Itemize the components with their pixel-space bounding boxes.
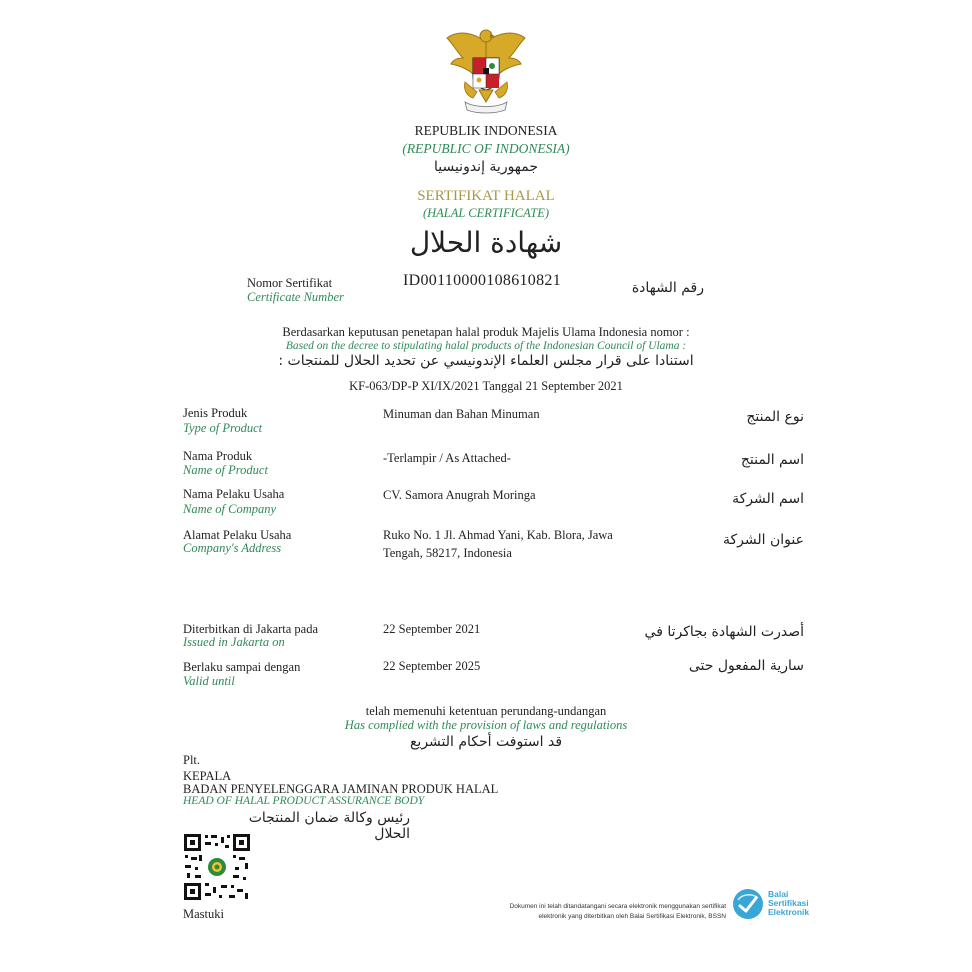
certificate-title-en: (HALAL CERTIFICATE) <box>422 206 550 220</box>
field-label-id: Alamat Pelaku Usaha <box>183 528 292 542</box>
issued-label-ar: أصدرت الشهادة بجاكرتا في <box>644 624 804 640</box>
e-signature-note-line-2: elektronik yang diterbitkan oleh Balai Sertifikasi Elektronik, BSSN <box>538 913 726 920</box>
issued-label-en: Issued in Jakarta on <box>183 635 285 649</box>
country-name-ar: جمهورية إندونيسيا <box>433 159 539 175</box>
signatory-title-1: KEPALA <box>183 769 232 783</box>
signatory-title-en: HEAD OF HALAL PRODUCT ASSURANCE BODY <box>183 795 425 807</box>
cert-number-label-en: Certificate Number <box>247 290 344 304</box>
compliance-line-id: telah memenuhi ketentuan perundang-undangan <box>365 704 607 718</box>
field-label-ar: عنوان الشركة <box>723 532 804 548</box>
decree-number: KF-063/DP-P XI/IX/2021 Tanggal 21 September 2021 <box>349 379 623 393</box>
field-label-en: Name of Company <box>183 502 277 516</box>
field-value: -Terlampir / As Attached- <box>383 451 511 465</box>
field-label-id: Nama Produk <box>183 449 253 463</box>
compliance-line-en: Has complied with the provision of laws and regulations <box>344 718 628 732</box>
e-signature-note <box>450 902 726 922</box>
country-name-en: (REPUBLIC OF INDONESIA) <box>402 141 570 156</box>
garuda-emblem-icon <box>443 22 529 114</box>
valid-label-en: Valid until <box>183 674 235 688</box>
field-value: Ruko No. 1 Jl. Ahmad Yani, Kab. Blora, Jawa Tengah, 58217, Indonesia <box>383 528 613 560</box>
field-label-ar: نوع المنتج <box>746 409 804 425</box>
bsre-logo-icon <box>732 888 764 920</box>
decree-line-ar: استنادا على قرار مجلس العلماء الإندونيسي عن تحديد الحلال للمنتجات : <box>278 353 694 369</box>
signatory-title-2: BADAN PENYELENGGARA JAMINAN PRODUK HALAL <box>183 782 499 796</box>
field-value: Minuman dan Bahan Minuman <box>383 407 540 421</box>
field-label-id: Jenis Produk <box>183 406 248 420</box>
valid-label-ar: سارية المفعول حتى <box>688 658 804 674</box>
field-label-en: Name of Product <box>183 463 268 477</box>
field-label-ar: اسم الشركة <box>732 491 804 507</box>
field-label-en: Company's Address <box>183 541 282 555</box>
compliance-line-ar: قد استوفت أحكام التشريع <box>409 734 563 750</box>
field-label-ar: اسم المنتج <box>740 452 804 468</box>
cert-number-label-id: Nomor Sertifikat <box>247 276 333 290</box>
signatory-name: Mastuki <box>183 907 224 921</box>
country-name-id: REPUBLIK INDONESIA <box>414 123 558 138</box>
bsre-line-3: Elektronik <box>768 907 810 917</box>
field-value: CV. Samora Anugrah Moringa <box>383 488 536 502</box>
certificate-title-id: SERTIFIKAT HALAL <box>417 188 555 204</box>
bsre-line-1: Balai <box>768 889 789 899</box>
certificate-title-ar: شهادة الحلال <box>409 226 563 259</box>
field-label-en: Type of Product <box>183 421 263 435</box>
decree-line-en: Based on the decree to stipulating halal products of the Indonesian Council of Ulama : <box>285 340 687 352</box>
qr-code-icon <box>183 833 251 901</box>
issued-label-id: Diterbitkan di Jakarta pada <box>183 622 319 636</box>
decree-line-id: Berdasarkan keputusan penetapan halal produk Majelis Ulama Indonesia nomor : <box>282 325 690 339</box>
cert-number-label-ar: رقم الشهادة <box>631 280 704 296</box>
valid-date: 22 September 2025 <box>383 659 481 673</box>
signatory-title-ar: رئيس وكالة ضمان المنتجات الحلال <box>248 810 410 842</box>
e-signature-note-line-1: Dokumen ini telah ditandatangani secara elektronik menggunakan sertifikat <box>509 903 726 910</box>
valid-label-id: Berlaku sampai dengan <box>183 660 301 674</box>
cert-number-value: ID00110000108610821 <box>403 272 561 289</box>
bsre-logo-text <box>768 890 809 917</box>
field-label-id: Nama Pelaku Usaha <box>183 487 285 501</box>
issued-date: 22 September 2021 <box>383 622 481 636</box>
bsre-line-2: Sertifikasi <box>768 898 809 908</box>
signatory-plt: Plt. <box>183 753 201 767</box>
